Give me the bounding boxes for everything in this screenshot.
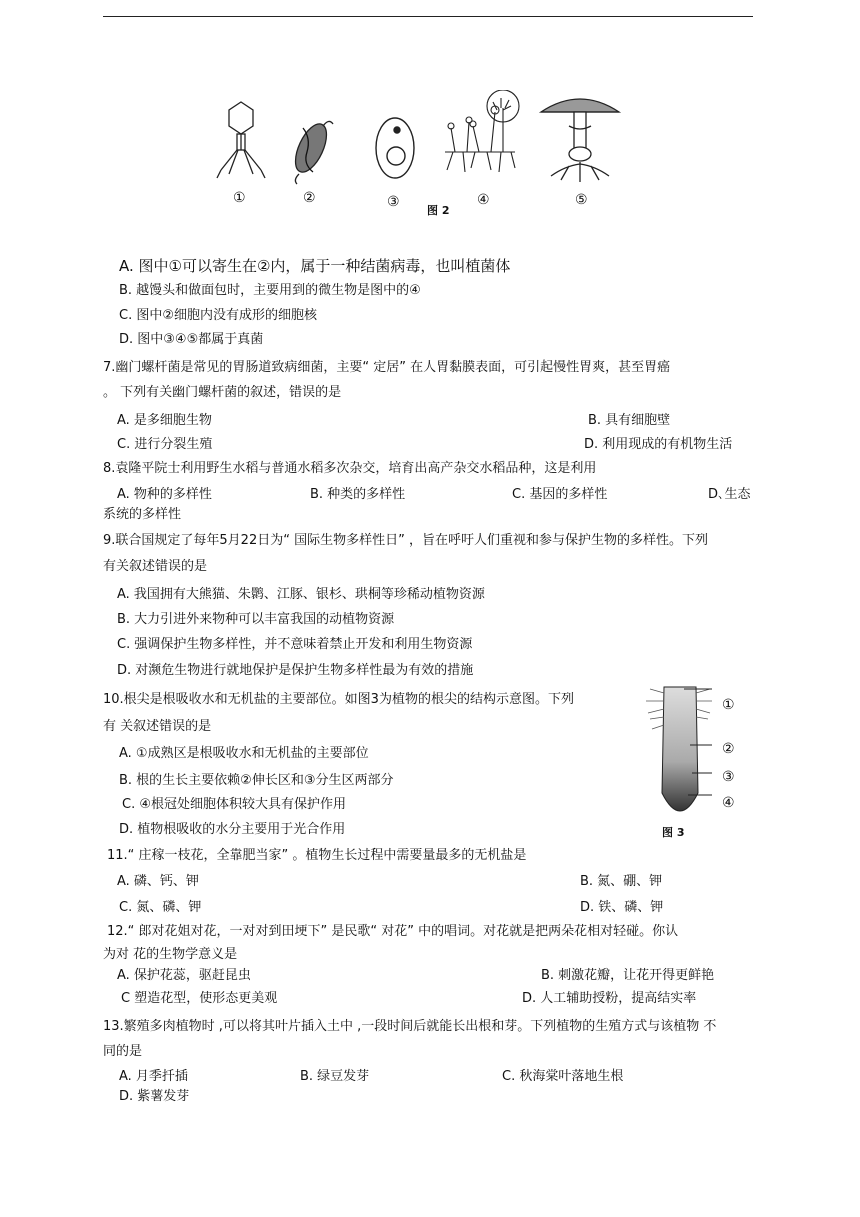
figure-2-label-1: ① [233, 190, 246, 206]
top-rule [103, 16, 753, 17]
q7-stem-line2: 。 下列有关幽门螺杆菌的叙述，错误的是 [103, 385, 342, 400]
q11-stem: 11.“ 庄稼一枝花，全靠肥当家” 。植物生长过程中需要量最多的无机盐是 [107, 848, 527, 863]
figure-2-label-2: ② [303, 190, 316, 206]
q13-stem-line1: 13.繁殖多肉植物时 ,可以将其叶片插入土中 ,一段时间后就能长出根和芽。下列植物的生殖方式与该植物 不 [103, 1019, 717, 1034]
q9-option-d: D. 对濒危生物进行就地保护是保护生物多样性最为有效的措施 [117, 663, 474, 678]
q9-option-b: B. 大力引进外来物种可以丰富我国的动植物资源 [117, 612, 395, 627]
figure-3-label-4: ④ [722, 795, 735, 811]
figure-3 [632, 683, 747, 843]
q8-option-a: A. 物种的多样性 [117, 487, 212, 502]
figure-3-label-2: ② [722, 741, 735, 757]
q12-option-d: D. 人工辅助授粉，提高结实率 [522, 991, 697, 1006]
q8-option-d-line2: 系统的多样性 [103, 507, 182, 522]
figure-3-caption: 图 3 [662, 826, 685, 839]
figure-2-label-5: ⑤ [575, 192, 588, 208]
q6-option-d: D. 图中③④⑤都属于真菌 [119, 332, 264, 347]
q12-option-b: B. 刺激花瓣，让花开得更鲜艳 [541, 968, 715, 983]
q8-option-c: C. 基因的多样性 [512, 487, 608, 502]
q10-option-c: C. ④根冠处细胞体积较大具有保护作用 [122, 797, 346, 812]
q10-stem-line1: 10.根尖是根吸收水和无机盐的主要部位。如图3为植物的根尖的结构示意图。下列 [103, 692, 574, 707]
q12-stem-line2: 为对 花的生物学意义是 [103, 947, 238, 962]
figure-2-label-3: ③ [387, 194, 400, 210]
q7-option-d: D. 利用现成的有机物生活 [584, 437, 733, 452]
q9-stem-line2: 有关叙述错误的是 [103, 559, 208, 574]
q10-option-d: D. 植物根吸收的水分主要用于光合作用 [119, 822, 346, 837]
q11-option-b: B. 氮、硼、钾 [580, 874, 663, 889]
q9-option-c: C. 强调保护生物多样性，并不意味着禁止开发和利用生物资源 [117, 637, 473, 652]
q12-stem-line1: 12.“ 郎对花姐对花，一对对到田埂下” 是民歌“ 对花” 中的唱词。对花就是把两朵花相对轻碰。你认 [107, 924, 679, 939]
figure-2-caption: 图 2 [427, 204, 450, 217]
figure-2-label-4: ④ [477, 192, 490, 208]
q11-option-d: D. 铁、磷、钾 [580, 900, 664, 915]
q6-option-b: B. 越馒头和做面包时，主要用到的微生物是图中的④ [119, 283, 421, 298]
q11-option-c: C. 氮、磷、钾 [119, 900, 202, 915]
q12-option-c: C 塑造花型，使形态更美观 [121, 991, 278, 1006]
q12-option-a: A. 保护花蕊，驱赶昆虫 [117, 968, 251, 983]
figure-3-label-1: ① [722, 697, 735, 713]
q7-option-a: A. 是多细胞生物 [117, 413, 212, 428]
q9-stem-line1: 9.联合国规定了每年5月22日为“ 国际生物多样性日” ，旨在呼吁人们重视和参与保护生物的多样性。下列 [103, 533, 708, 548]
q10-option-a: A. ①成熟区是根吸收水和无机盐的主要部位 [119, 746, 369, 761]
q13-option-b: B. 绿豆发芽 [300, 1069, 370, 1084]
q9-option-a: A. 我国拥有大熊猫、朱鹮、江豚、银杉、珙桐等珍稀动植物资源 [117, 587, 485, 602]
q7-stem-line1: 7.幽门螺杆菌是常见的胃肠道致病细菌，主要“ 定居” 在人胃黏膜表面，可引起慢性胃爽，甚至胃癌 [103, 360, 671, 375]
q10-option-b: B. 根的生长主要依赖②伸长区和③分生区两部分 [119, 773, 394, 788]
q8-option-b: B. 种类的多样性 [310, 487, 406, 502]
q8-option-d-line1: D､生态 [708, 487, 751, 502]
q7-option-c: C. 进行分裂生殖 [117, 437, 213, 452]
q13-option-c: C. 秋海棠叶落地生根 [502, 1069, 624, 1084]
q7-option-b: B. 具有细胞壁 [588, 413, 671, 428]
q6-option-a: A. 图中①可以寄生在②内，属于一种结菌病毒，也叫植菌体 [119, 257, 511, 275]
q11-option-a: A. 磷、钙、钾 [117, 874, 199, 889]
q8-stem: 8.袁隆平院士利用野生水稻与普通水稻多次杂交，培育出高产杂交水稻品种，这是利用 [103, 461, 597, 476]
q10-stem-line2: 有 关叙述错误的是 [103, 719, 212, 734]
q13-option-d: D. 紫薯发芽 [119, 1089, 190, 1104]
figure-3-label-3: ③ [722, 769, 735, 785]
q6-option-c: C. 图中②细胞内没有成形的细胞核 [119, 308, 317, 323]
figure-2 [205, 90, 645, 220]
q13-option-a: A. 月季扦插 [119, 1069, 188, 1084]
q13-stem-line2: 同的是 [103, 1044, 143, 1059]
